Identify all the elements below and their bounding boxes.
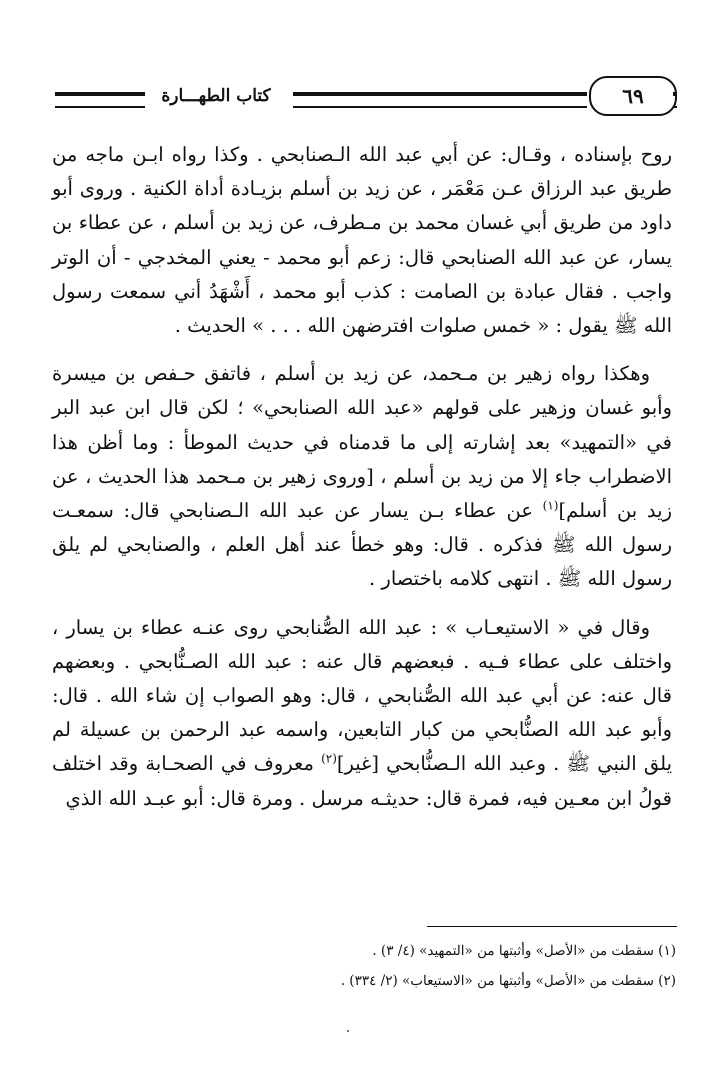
footnote-1: (١) سقطت من «الأصل» وأثبتها من «التمهيد» (٤/ ٣) .: [372, 943, 676, 959]
paragraph-1-text: روح بإسناده ، وقـال: عن أبي عبد الله الـصنابحي . وكذا رواه ابـن ماجه من طريق عبد الرزاق عـن مَعْمَر ، عن زيد بن أسلم بزيـادة أداة الكنية . وروى أبو داود من طريق أبي غسان محمد بن مـطرف، عن زيد بن أسلم ، عن عطاء بن يسار، عن عبد الله الصنابحي قال: زعم أبو محمد - يعني المخدجي - أن الوتر واجب . فقال عبادة بن الصامت : كذب أبو محمد ، أَشْهَدُ أني سمعت رسول الله ﷺ يقول : « خمس صلوات افترضهن الله . . . » الحديث .: [52, 143, 672, 338]
main-text: [52, 138, 672, 816]
paragraph-2-text-b: عن عطاء بـن يسار عن عبد الله الـصنابحي قال: سمعـت رسول الله ﷺ فذكره . قال: وهو خطأ عند أهل العلم ، والصنابحي لم يلق رسول الله ﷺ . انتهى كلامه باختصار .: [52, 499, 672, 591]
footnote-ref-1[interactable]: (١): [542, 498, 559, 513]
footnote-2: (٢) سقطت من «الأصل» وأثبتها من «الاستيعاب» (٢/ ٣٣٤) .: [340, 973, 676, 989]
page-header: [55, 80, 677, 124]
paragraph-2: [52, 357, 672, 596]
page-number: ٦٩: [589, 76, 677, 116]
paragraph-3-text-a: وقال في « الاستيعـاب » : عبد الله الصُّنابحي روى عنـه عطاء بن يسار ، واختلف على عطاء فـيه . فبعضهم قال عنه : عبد الله الصـنُّابحي . وبعضهم قال عنه: عن أبي عبد الله الصُّنابحي ، قال: وهو الصواب إن شاء الله . قال: وأبو عبد الله الصنُّابحي من كبار التابعين، واسمه عبد الرحمن بن عسيلة لم يلق النبي ﷺ . وعبد الله الـصنُّابحي [غير]: [52, 615, 672, 776]
paragraph-3-text-b: معروف في الصحـابة وقد اختلف قولُ ابن معـين فيه، فمرة قال: حديثـه مرسل . ومرة قال: أبو عبـد الله الذي: [52, 752, 672, 810]
paragraph-1: [52, 138, 672, 343]
paragraph-3: [52, 611, 672, 816]
header-rule-middle: [293, 92, 587, 108]
header-rule-left: [55, 92, 145, 108]
paragraph-2-text-a: وهكذا رواه زهير بن مـحمد، عن زيد بن أسلم ، فاتفق حـفص بن ميسرة وأبو غسان وزهير على قولهم «عبد الله الصنابحي» ؛ لكن قال ابن عبد البر في «التمهيد» بعد إشارته إلى ما قدمناه في حديث الموطأ : وما أظن هذا الاضطراب جاء إلا من زيد بن أسلم ، [وروى زهير بن مـحمد هذا الحديث ، عن زيد بن أسلم]: [52, 362, 672, 523]
footnote-separator: [427, 926, 677, 927]
footnote-ref-2[interactable]: (٢): [321, 751, 337, 766]
book-title: كتاب الطهـــارة: [161, 86, 271, 106]
page-mark: [347, 1030, 349, 1032]
footnotes: [52, 936, 676, 996]
header-rule-right: [673, 92, 677, 108]
